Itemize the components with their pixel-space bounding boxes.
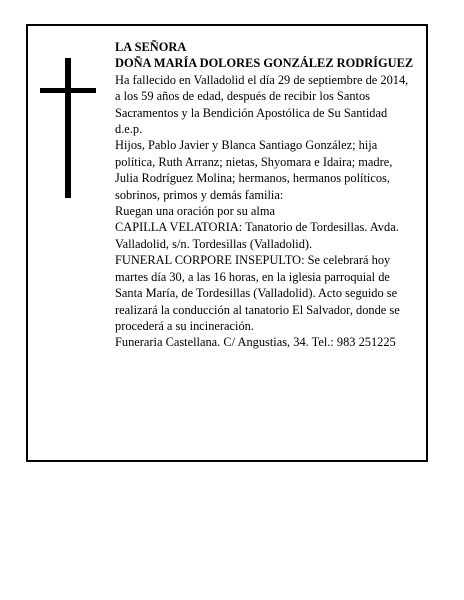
notice-heading: LA SEÑORA — [115, 40, 187, 54]
cross-vertical-bar — [65, 58, 71, 198]
funeral-info: FUNERAL CORPORE INSEPULTO: Se celebrará hoy martes día 30, a las 16 horas, en la iglesia parroquial de Santa María, de Tordesillas (Valladolid). Acto seguido se realizará la conducción al tanatorio El Salvador, donde se procederá a su incineración. — [115, 253, 400, 333]
notice-text — [115, 39, 415, 351]
death-statement: Ha fallecido en Valladolid el día 29 de septiembre de 2014, a los 59 años de edad, después de recibir los Santos Sacramentos y la Bendición Apostólica de Su Santidad — [115, 72, 409, 120]
cross-horizontal-bar — [40, 88, 96, 93]
obituary-notice — [26, 24, 428, 462]
family-list: Hijos, Pablo Javier y Blanca Santiago González; hija política, Ruth Arranz; nietas, Shyomara e Idaira; madre, Julia Rodríguez Molina; hermanos, hermanos políticos, sobrinos, primos y demás familia: — [115, 138, 393, 202]
latin-cross-icon — [40, 58, 96, 198]
dep-line: d.e.p. — [115, 122, 143, 137]
prayer-request: Ruegan una oración por su alma — [115, 204, 275, 219]
funeral-home-info: Funeraria Castellana. C/ Angustias, 34. Tel.: 983 251225 — [115, 335, 396, 350]
wake-chapel-info: CAPILLA VELATORIA: Tanatorio de Tordesillas. Avda. Valladolid, s/n. Tordesillas (Valladolid). — [115, 220, 399, 251]
deceased-name: DOÑA MARÍA DOLORES GONZÁLEZ RODRÍGUEZ — [115, 56, 414, 71]
